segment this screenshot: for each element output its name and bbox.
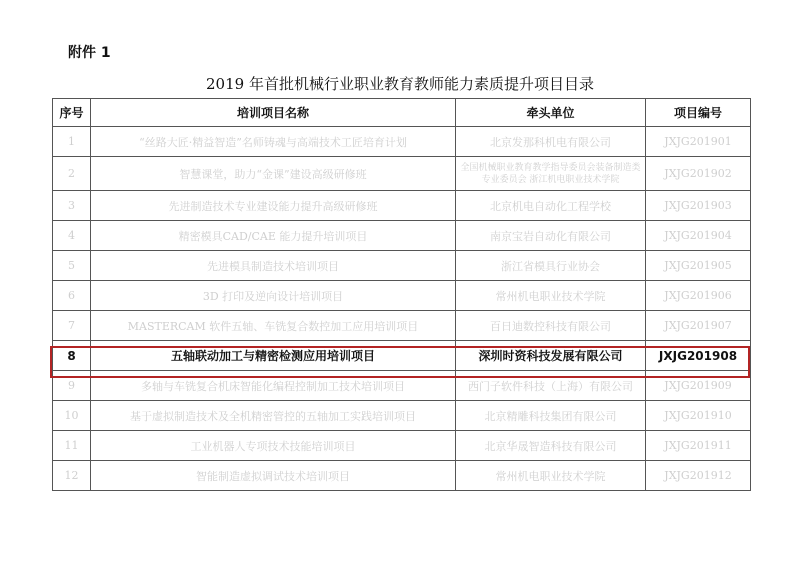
cell-number: 1	[53, 127, 91, 157]
table-row	[53, 401, 751, 431]
cell-project-code: JXJG201911	[646, 431, 751, 461]
document-title: 2019 年首批机械行业职业教育教师能力素质提升项目目录	[206, 75, 594, 93]
cell-number: 6	[53, 281, 91, 311]
cell-lead-unit: 西门子软件科技（上海）有限公司	[456, 371, 646, 401]
cell-project-name: “丝路大匠·精益智造”名师铸魂与高端技术工匠培育计划	[91, 127, 456, 157]
header-project-name: 培训项目名称	[91, 99, 456, 127]
cell-number: 9	[53, 371, 91, 401]
cell-lead-unit: 北京发那科机电有限公司	[456, 127, 646, 157]
cell-number: 5	[53, 251, 91, 281]
table-header-row	[53, 99, 751, 127]
cell-project-name: MASTERCAM 软件五轴、车铣复合数控加工应用培训项目	[91, 311, 456, 341]
table-row	[53, 191, 751, 221]
cell-project-name: 先进制造技术专业建设能力提升高级研修班	[91, 191, 456, 221]
cell-lead-unit: 常州机电职业技术学院	[456, 461, 646, 491]
cell-project-code: JXJG201912	[646, 461, 751, 491]
cell-project-code: JXJG201903	[646, 191, 751, 221]
header-lead-unit: 牵头单位	[456, 99, 646, 127]
cell-project-code: JXJG201904	[646, 221, 751, 251]
cell-lead-unit: 全国机械职业教育教学指导委员会装备制造类专业委员会 浙江机电职业技术学院	[456, 157, 646, 191]
cell-project-name: 3D 打印及逆向设计培训项目	[91, 281, 456, 311]
table-row	[53, 221, 751, 251]
table-row	[53, 461, 751, 491]
cell-project-code: JXJG201906	[646, 281, 751, 311]
cell-project-code: JXJG201908	[646, 341, 751, 371]
cell-lead-unit: 南京宝岩自动化有限公司	[456, 221, 646, 251]
table-row	[53, 311, 751, 341]
cell-project-name: 五轴联动加工与精密检测应用培训项目	[91, 341, 456, 371]
cell-lead-unit: 常州机电职业技术学院	[456, 281, 646, 311]
cell-project-name: 先进模具制造技术培训项目	[91, 251, 456, 281]
header-project-code: 项目编号	[646, 99, 751, 127]
cell-lead-unit: 北京机电自动化工程学校	[456, 191, 646, 221]
cell-lead-unit: 深圳时资科技发展有限公司	[456, 341, 646, 371]
cell-project-name: 精密模具CAD/CAE 能力提升培训项目	[91, 221, 456, 251]
cell-project-code: JXJG201907	[646, 311, 751, 341]
table-row	[53, 127, 751, 157]
cell-lead-unit: 浙江省模具行业协会	[456, 251, 646, 281]
table-row	[53, 431, 751, 461]
cell-project-name: 工业机器人专项技术技能培训项目	[91, 431, 456, 461]
table-row-highlighted	[53, 341, 751, 371]
cell-number: 10	[53, 401, 91, 431]
cell-lead-unit: 北京华晟智造科技有限公司	[456, 431, 646, 461]
cell-project-name: 多轴与车铣复合机床智能化编程控制加工技术培训项目	[91, 371, 456, 401]
cell-lead-unit: 百日迪数控科技有限公司	[456, 311, 646, 341]
cell-project-code: JXJG201909	[646, 371, 751, 401]
cell-project-code: JXJG201902	[646, 157, 751, 191]
cell-project-name: 智慧课堂，助力“金课”建设高级研修班	[91, 157, 456, 191]
cell-project-code: JXJG201910	[646, 401, 751, 431]
cell-number: 4	[53, 221, 91, 251]
cell-project-code: JXJG201905	[646, 251, 751, 281]
cell-project-code: JXJG201901	[646, 127, 751, 157]
cell-project-name: 智能制造虚拟调试技术培训项目	[91, 461, 456, 491]
table-row	[53, 371, 751, 401]
project-catalog-table	[52, 98, 751, 491]
cell-number: 3	[53, 191, 91, 221]
table-row	[53, 281, 751, 311]
cell-lead-unit: 北京精雕科技集团有限公司	[456, 401, 646, 431]
cell-number: 7	[53, 311, 91, 341]
cell-number: 12	[53, 461, 91, 491]
cell-number: 8	[53, 341, 91, 371]
cell-project-name: 基于虚拟制造技术及全机精密管控的五轴加工实践培训项目	[91, 401, 456, 431]
table-row	[53, 157, 751, 191]
header-number: 序号	[53, 99, 91, 127]
table-row	[53, 251, 751, 281]
cell-number: 11	[53, 431, 91, 461]
cell-number: 2	[53, 157, 91, 191]
attachment-label: 附件 1	[68, 45, 111, 61]
